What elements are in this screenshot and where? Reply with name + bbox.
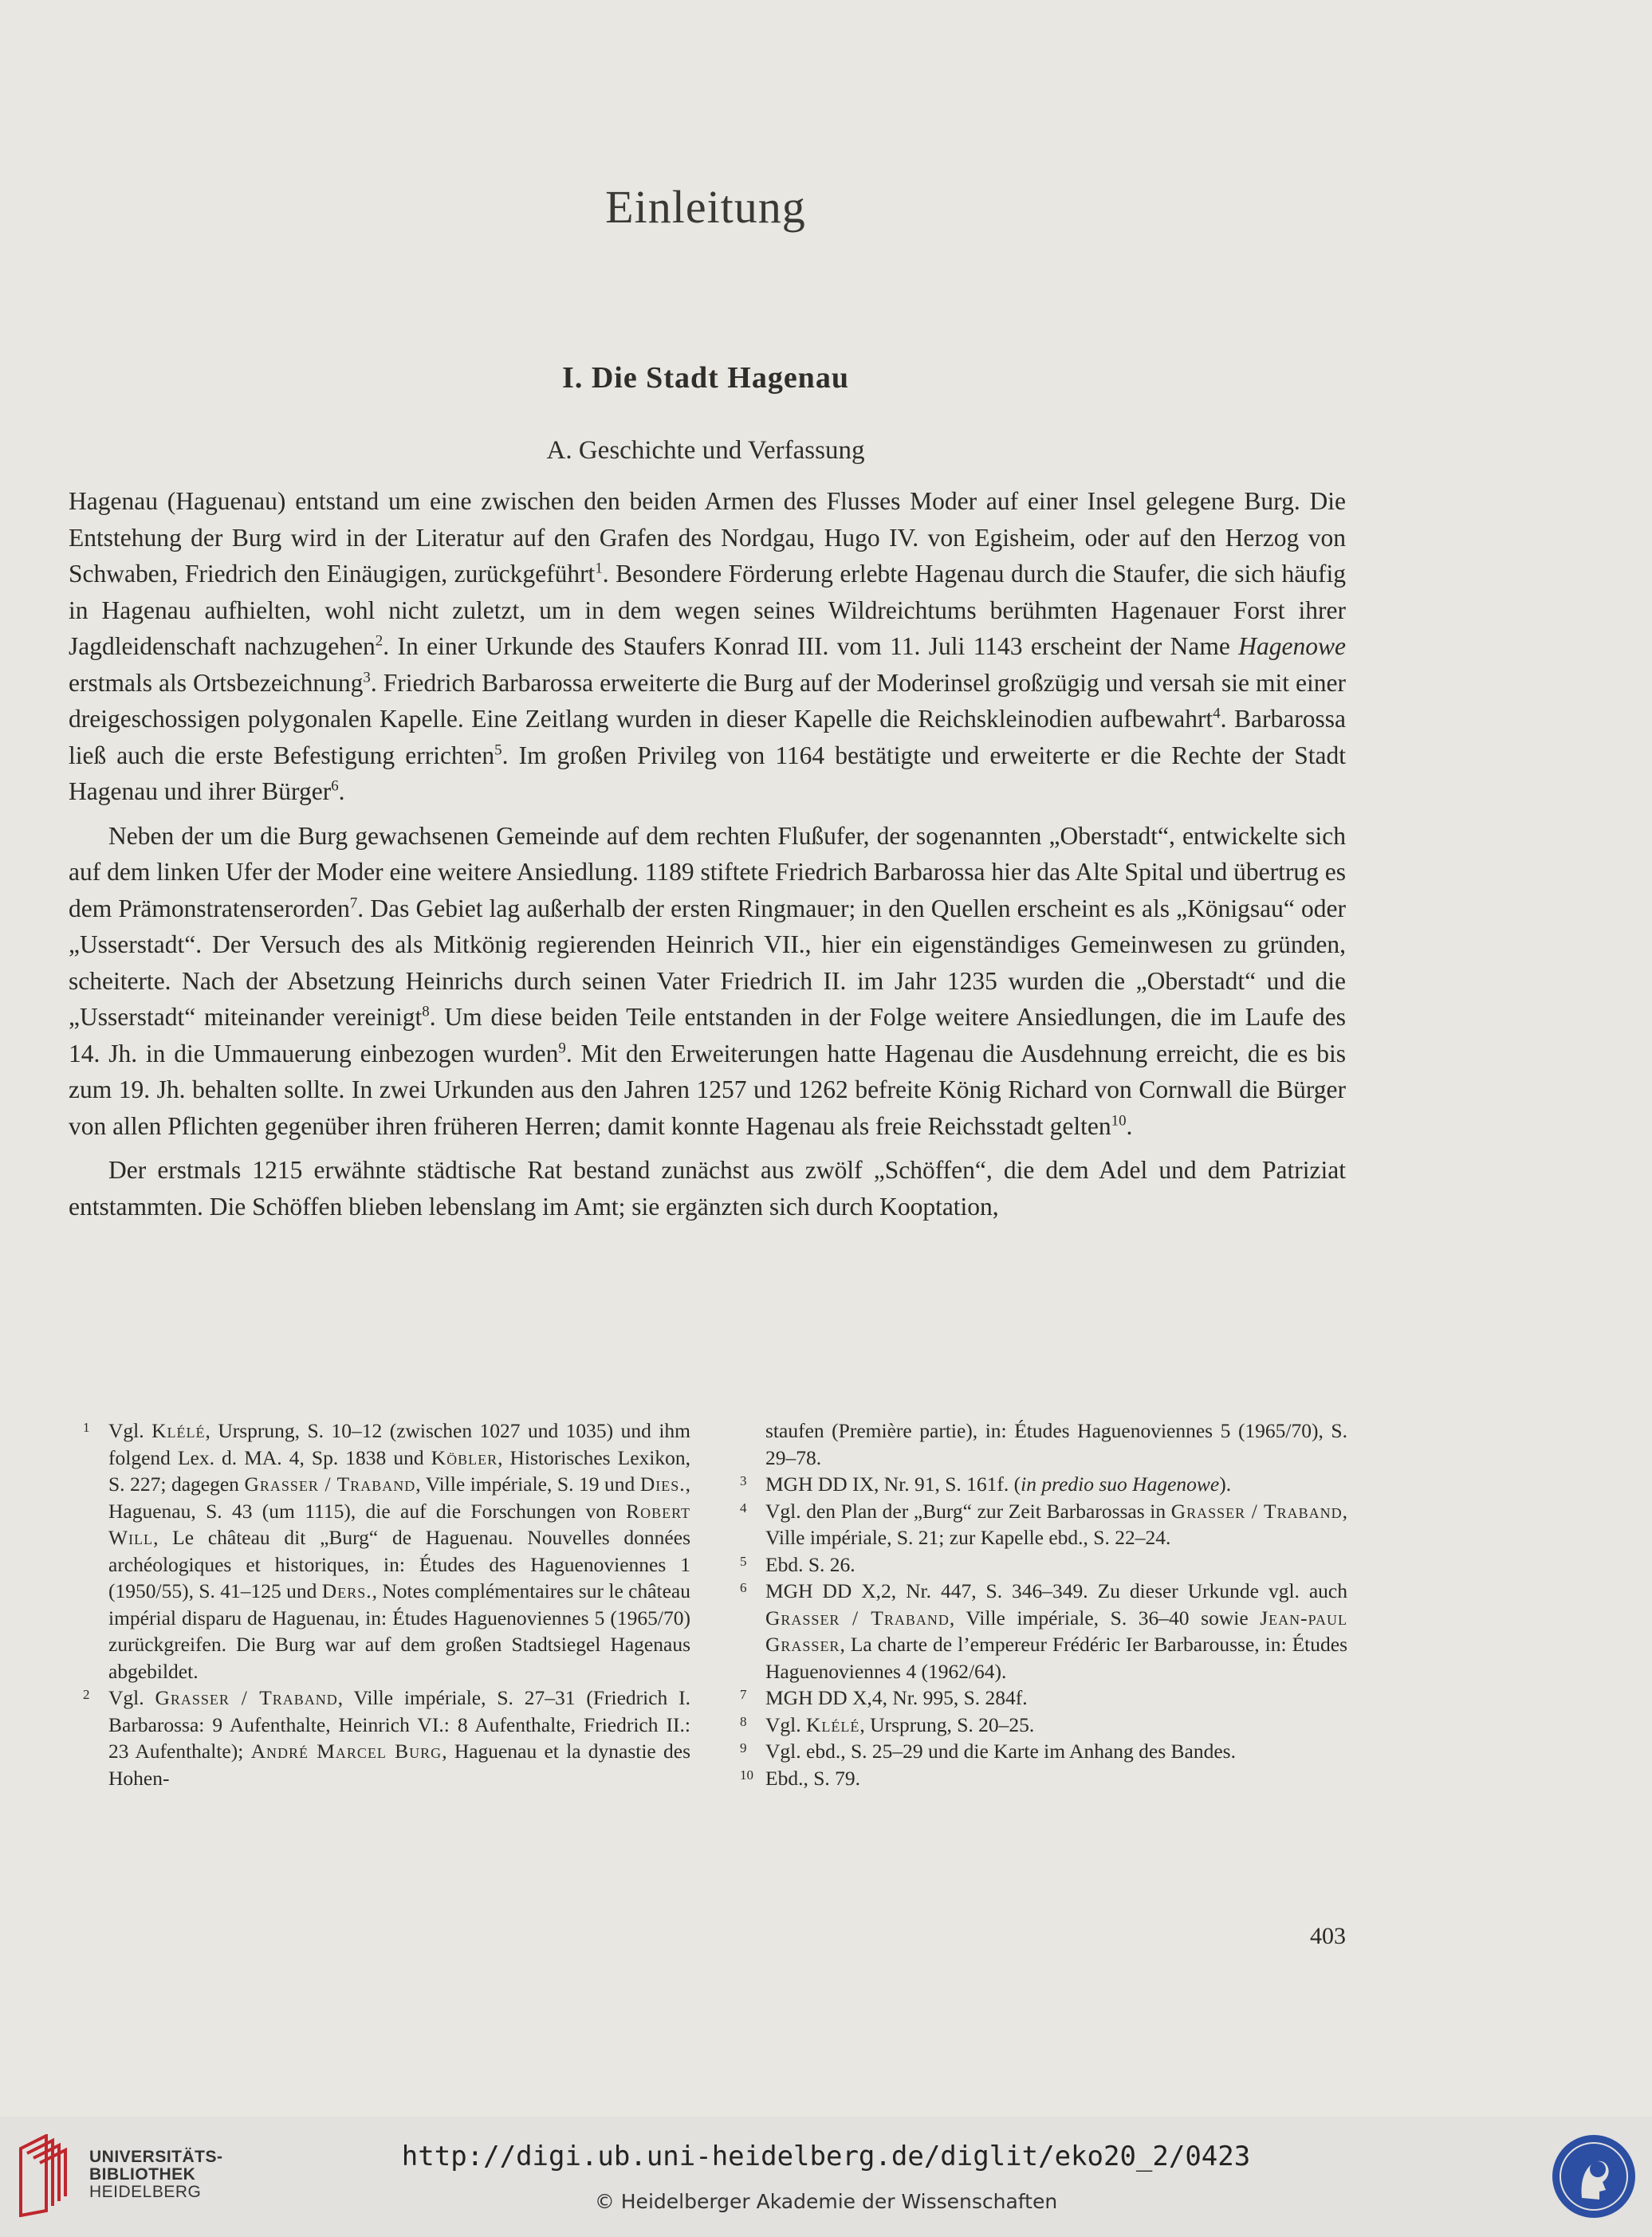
text-run: Ebd. S. 26. (765, 1552, 856, 1576)
text-run: Grasser / Traband (155, 1686, 338, 1709)
text-run: Hagenowe (1238, 632, 1346, 660)
footnotes-left-column (69, 1417, 690, 1791)
text-run: Robert Will (108, 1499, 690, 1549)
library-name-line: BIBLIOTHEK (89, 2165, 196, 2184)
library-name-line: HEIDELBERG (89, 2183, 202, 2201)
footnote-number: 8 (740, 1713, 747, 1729)
text-run: Vgl. (765, 1712, 806, 1736)
footnote-number: 5 (740, 1553, 747, 1569)
text-run: , Ville impériale, S. 27–31 (Friedrich I. Barbarossa: 9 Aufenthalte, Heinrich VI.: 8 Aufenthalte, Friedrich II.: 23 Aufenthalte); (108, 1686, 690, 1763)
footnote-number: 9 (740, 1740, 747, 1755)
paragraph (69, 483, 1346, 810)
text-run: , Ville impériale, S. 19 und (415, 1472, 640, 1496)
text-run: Köbler (431, 1445, 498, 1469)
library-name-line: UNIVERSITÄTS- (89, 2148, 223, 2166)
footnote (726, 1765, 1347, 1792)
text-run: , Ville impériale, S. 21; zur Kapelle ebd., S. 22–24. (765, 1499, 1347, 1549)
section-title: I. Die Stadt Hagenau (562, 361, 849, 395)
footnote-ref: 4 (1213, 705, 1221, 722)
text-run: erstmals als Ortsbezeichnung (69, 668, 364, 697)
footnote-ref: 3 (363, 669, 371, 686)
text-run: , Le château dit „Burg“ de Haguenau. Nouvelles données archéologiques et historiques, in: Études des Haguenoviennes 1 (1950/55), S. 41–125 und (108, 1526, 690, 1602)
footnote (726, 1471, 1347, 1498)
paragraph (69, 818, 1346, 1145)
footnote-ref: 1 (595, 560, 603, 577)
text-run: MGH DD IX, Nr. 91, S. 161f. ( (765, 1472, 1021, 1496)
footnote-ref: 10 (1111, 1112, 1127, 1129)
text-run: Der erstmals 1215 erwähnte städtische Rat bestand zunächst aus zwölf „Schöffen“, die dem Adel und dem Patriziat entstammten. Die Schöffen blieben lebenslang im Amt; sie ergänzten sich durch Kooptation, (69, 1156, 1346, 1221)
footnote-ref: 9 (558, 1040, 566, 1056)
text-run: ). (1219, 1472, 1232, 1496)
footnotes-right-column (726, 1417, 1347, 1791)
text-run: Vgl. ebd., S. 25–29 und die Karte im Anhang des Bandes. (765, 1740, 1236, 1763)
text-run: Vgl. den Plan der „Burg“ zur Zeit Barbarossas in (765, 1499, 1171, 1523)
text-run: . (338, 777, 345, 805)
text-run: , Ville impériale, S. 36–40 sowie (949, 1606, 1261, 1630)
text-run: , Haguenau, S. 43 (um 1115), die auf die Forschungen von (108, 1472, 690, 1523)
text-run: , Ursprung, S. 20–25. (859, 1712, 1035, 1736)
copyright-notice: © Heidelberger Akademie der Wissenschaften (594, 2190, 1058, 2213)
text-run: Grasser / Traband (765, 1606, 950, 1630)
footnote-ref: 2 (375, 632, 384, 650)
text-run: in predio suo Hagenowe (1021, 1472, 1220, 1496)
academy-seal-icon (1550, 2133, 1638, 2220)
footnote-ref: 5 (494, 741, 502, 758)
text-run: Vgl. (108, 1419, 152, 1442)
text-run: Jean-paul Grasser (765, 1606, 1347, 1656)
footnote-ref: 6 (331, 777, 339, 795)
footnote-number: 10 (740, 1767, 753, 1783)
subsection-title: A. Geschichte und Verfassung (546, 436, 865, 465)
text-run: MGH DD X,2, Nr. 447, S. 346–349. Zu dieser Urkunde vgl. auch (765, 1579, 1347, 1602)
text-run: André Marcel Burg (250, 1740, 442, 1763)
footnote (726, 1498, 1347, 1551)
body-text (69, 483, 1346, 1225)
footnote (726, 1712, 1347, 1739)
text-run: Ders. (321, 1579, 372, 1602)
text-run: . Im großen Privileg von 1164 bestätigte und erweiterte er die Rechte der Stadt Hagenau und ihrer Bürger (69, 741, 1346, 805)
footnote-number: 2 (83, 1687, 90, 1702)
viewer-footer (0, 2117, 1652, 2237)
footnote (69, 1417, 690, 1685)
footnote (726, 1578, 1347, 1685)
text-run: , Notes complémentaires sur le château impérial disparu de Haguenau, in: Études Haguenoviennes 5 (1965/70) zurückgreifen. Die Burg war auf dem großen Stadtsiegel Hagenaus abgebildet. (108, 1579, 690, 1683)
text-run: . Friedrich Barbarossa erweiterte die Burg auf der Moderinsel großzügig und versah sie mit einer dreigeschossigen polygonalen Kapelle. Eine Zeitlang wurden in dieser Kapelle die Reichskleinodien aufbewahrt (69, 668, 1346, 733)
text-run: , Ursprung, S. 10–12 (zwischen 1027 und 1035) und ihm folgend Lex. d. MA. 4, Sp. 1838 und (108, 1419, 691, 1469)
text-run: Klélé (151, 1419, 206, 1442)
text-run: Dies. (639, 1472, 686, 1496)
footnote (726, 1738, 1347, 1765)
text-run: Grasser / Traband (1170, 1499, 1343, 1523)
footnote-number: 7 (740, 1687, 747, 1702)
footnote (726, 1417, 1347, 1471)
text-run: staufen (Première partie), in: Études Haguenoviennes 5 (1965/70), S. 29–78. (765, 1419, 1347, 1469)
footnote-number: 3 (740, 1473, 747, 1488)
chapter-title: Einleitung (605, 181, 806, 233)
footnote-number: 4 (740, 1500, 747, 1516)
text-run: MGH DD X,4, Nr. 995, S. 284f. (765, 1686, 1028, 1709)
text-run: . Besondere Förderung erlebte Hagenau durch die Staufer, die sich häufig in Hagenau aufhielten, wohl nicht zuletzt, um in dem wegen seines Wildreichtums berühmten Hagenauer Forst ihrer Jagdleidenschaft nachzugehen (69, 560, 1346, 660)
paragraph (69, 1152, 1346, 1225)
text-run: Ebd., S. 79. (765, 1766, 861, 1790)
text-run: . Barbarossa ließ auch die erste Befestigung errichten (69, 705, 1346, 769)
text-run: , La charte de l’empereur Frédéric Ier Barbarousse, in: Études Haguenoviennes 4 (1962/64). (765, 1633, 1347, 1683)
page-number: 403 (1310, 1923, 1346, 1949)
text-run: Neben der um die Burg gewachsenen Gemeinde auf dem rechten Flußufer, der sogenannten „Oberstadt“, entwickelte sich auf dem linken Ufer der Moder eine weitere Ansiedlung. 1189 stiftete Friedrich Barbarossa hier das Alte Spital und übertrug es dem Prämonstratenserorden (69, 821, 1346, 922)
footnote-number: 6 (740, 1580, 747, 1595)
text-run: Vgl. (108, 1686, 155, 1709)
permalink-url[interactable]: http://digi.ub.uni-heidelberg.de/diglit/eko20_2/0423 (401, 2141, 1251, 2172)
text-run: . (1126, 1111, 1133, 1140)
text-run: . In einer Urkunde des Staufers Konrad III. vom 11. Juli 1143 erscheint der Name (383, 632, 1239, 660)
footnote (69, 1685, 690, 1791)
text-run: Grasser / Traband (244, 1472, 416, 1496)
footnote (726, 1685, 1347, 1712)
text-run: , Historisches Lexikon, S. 227; dagegen (108, 1445, 690, 1496)
footnote-ref: 7 (349, 894, 358, 911)
footnote (726, 1551, 1347, 1578)
text-run: , Haguenau et la dynastie des Hohen- (108, 1740, 690, 1790)
footnote-ref: 8 (422, 1003, 430, 1020)
text-run: Klélé (806, 1712, 860, 1736)
text-run: Hagenau (Haguenau) entstand um eine zwischen den beiden Armen des Flusses Moder auf einer Insel gelegene Burg. Die Entstehung der Burg wird in der Literatur auf den Grafen des Nordgau, Hugo IV. von Egisheim, oder auf den Herzog von Schwaben, Friedrich den Einäugigen, zurückgeführt (69, 487, 1346, 588)
text-run: . Mit den Erweiterungen hatte Hagenau die Ausdehnung erreicht, die es bis zum 19. Jh. behalten sollte. In zwei Urkunden aus den Jahren 1257 und 1262 befreite König Richard von Cornwall die Bürger von allen Pflichten gegenüber ihren früheren Herren; damit konnte Hagenau als freie Reichsstadt gelten (69, 1039, 1346, 1140)
text-run: . Das Gebiet lag außerhalb der ersten Ringmauer; in den Quellen erscheint es als „Königsau“ oder „Usserstadt“. Der Versuch des als Mitkönig regierenden Heinrich VII., hier ein eigenständiges Gemeinwesen zu gründen, scheiterte. Nach der Absetzung Heinrichs durch seinen Vater Friedrich II. im Jahr 1235 wurden die „Oberstadt“ und die „Usserstadt“ miteinander vereinigt (69, 894, 1346, 1031)
footnote-number: 1 (83, 1420, 90, 1435)
text-run: . Um diese beiden Teile entstanden in der Folge weitere Ansiedlungen, die im Laufe des 14. Jh. in die Ummauerung einbezogen wurden (69, 1003, 1346, 1067)
